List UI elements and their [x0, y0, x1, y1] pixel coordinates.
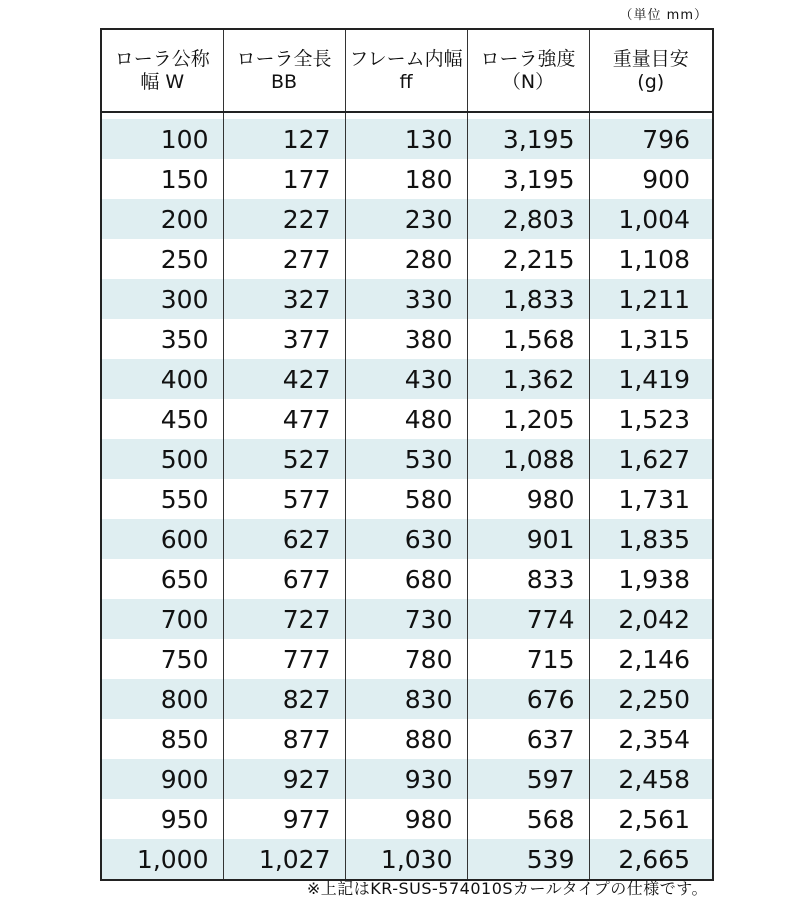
- nominal-width-cell: 500: [101, 439, 223, 479]
- frame-width-cell: 780: [345, 639, 467, 679]
- header-line: ローラ全長: [236, 47, 332, 70]
- spec-table: [100, 28, 714, 881]
- table-row: [101, 319, 713, 359]
- nominal-width-cell: 950: [101, 799, 223, 839]
- nominal-width-cell: 550: [101, 479, 223, 519]
- header-roller-strength: [467, 29, 589, 112]
- frame-width-cell: 980: [345, 799, 467, 839]
- table-row: [101, 199, 713, 239]
- nominal-width-cell: 100: [101, 119, 223, 159]
- weight-cell: 2,354: [589, 719, 713, 759]
- frame-width-cell: 680: [345, 559, 467, 599]
- header-weight: [589, 29, 713, 112]
- roller-length-cell: 227: [223, 199, 345, 239]
- strength-cell: 568: [467, 799, 589, 839]
- header-line: ローラ強度: [480, 47, 576, 70]
- table-row: [101, 439, 713, 479]
- roller-length-cell: 577: [223, 479, 345, 519]
- weight-cell: 2,665: [589, 839, 713, 880]
- header-line: ff: [399, 70, 413, 93]
- header-roller-length: [223, 29, 345, 112]
- nominal-width-cell: 850: [101, 719, 223, 759]
- header-line: ローラ公称: [114, 47, 210, 70]
- table-row: [101, 519, 713, 559]
- strength-cell: 2,215: [467, 239, 589, 279]
- nominal-width-cell: 150: [101, 159, 223, 199]
- strength-cell: 833: [467, 559, 589, 599]
- header-frame-width: [345, 29, 467, 112]
- roller-length-cell: 677: [223, 559, 345, 599]
- strength-cell: 715: [467, 639, 589, 679]
- nominal-width-cell: 650: [101, 559, 223, 599]
- nominal-width-cell: 250: [101, 239, 223, 279]
- roller-length-cell: 627: [223, 519, 345, 559]
- nominal-width-cell: 700: [101, 599, 223, 639]
- frame-width-cell: 880: [345, 719, 467, 759]
- roller-length-cell: 977: [223, 799, 345, 839]
- strength-cell: 637: [467, 719, 589, 759]
- weight-cell: 2,250: [589, 679, 713, 719]
- nominal-width-cell: 400: [101, 359, 223, 399]
- roller-length-cell: 927: [223, 759, 345, 799]
- nominal-width-cell: 600: [101, 519, 223, 559]
- roller-length-cell: 427: [223, 359, 345, 399]
- roller-length-cell: 1,027: [223, 839, 345, 880]
- nominal-width-cell: 450: [101, 399, 223, 439]
- roller-length-cell: 477: [223, 399, 345, 439]
- nominal-width-cell: 800: [101, 679, 223, 719]
- roller-length-cell: 177: [223, 159, 345, 199]
- table-row: [101, 239, 713, 279]
- weight-cell: 1,523: [589, 399, 713, 439]
- table-header: [101, 29, 713, 112]
- roller-length-cell: 777: [223, 639, 345, 679]
- frame-width-cell: 730: [345, 599, 467, 639]
- roller-length-cell: 527: [223, 439, 345, 479]
- frame-width-cell: 330: [345, 279, 467, 319]
- weight-cell: 1,731: [589, 479, 713, 519]
- weight-cell: 1,004: [589, 199, 713, 239]
- header-line: 重量目安: [612, 47, 689, 70]
- frame-width-cell: 480: [345, 399, 467, 439]
- table-row: [101, 599, 713, 639]
- nominal-width-cell: 1,000: [101, 839, 223, 880]
- frame-width-cell: 930: [345, 759, 467, 799]
- header-nominal-width: [101, 29, 223, 112]
- frame-width-cell: 130: [345, 119, 467, 159]
- strength-cell: 2,803: [467, 199, 589, 239]
- frame-width-cell: 180: [345, 159, 467, 199]
- weight-cell: 1,211: [589, 279, 713, 319]
- nominal-width-cell: 900: [101, 759, 223, 799]
- weight-cell: 2,146: [589, 639, 713, 679]
- roller-length-cell: 277: [223, 239, 345, 279]
- weight-cell: 796: [589, 119, 713, 159]
- frame-width-cell: 580: [345, 479, 467, 519]
- strength-cell: 1,833: [467, 279, 589, 319]
- roller-length-cell: 827: [223, 679, 345, 719]
- strength-cell: 1,205: [467, 399, 589, 439]
- spacer-row: [101, 112, 713, 119]
- table-row: [101, 839, 713, 880]
- weight-cell: 2,561: [589, 799, 713, 839]
- roller-length-cell: 327: [223, 279, 345, 319]
- strength-cell: 1,362: [467, 359, 589, 399]
- footnote: ※上記はKR-SUS-574010Sカールタイプの仕様です。: [306, 879, 708, 898]
- table-row: [101, 159, 713, 199]
- table-body: [101, 112, 713, 880]
- table-row: [101, 679, 713, 719]
- strength-cell: 1,088: [467, 439, 589, 479]
- weight-cell: 1,315: [589, 319, 713, 359]
- header-line: BB: [270, 70, 298, 93]
- roller-length-cell: 377: [223, 319, 345, 359]
- header-line: フレーム内幅: [349, 47, 463, 70]
- frame-width-cell: 630: [345, 519, 467, 559]
- nominal-width-cell: 350: [101, 319, 223, 359]
- table-row: [101, 119, 713, 159]
- strength-cell: 676: [467, 679, 589, 719]
- strength-cell: 597: [467, 759, 589, 799]
- frame-width-cell: 430: [345, 359, 467, 399]
- frame-width-cell: 230: [345, 199, 467, 239]
- weight-cell: 900: [589, 159, 713, 199]
- weight-cell: 1,938: [589, 559, 713, 599]
- strength-cell: 774: [467, 599, 589, 639]
- roller-length-cell: 727: [223, 599, 345, 639]
- strength-cell: 539: [467, 839, 589, 880]
- frame-width-cell: 530: [345, 439, 467, 479]
- header-line: 幅 W: [140, 70, 185, 93]
- weight-cell: 1,419: [589, 359, 713, 399]
- spec-table-container: [100, 28, 712, 881]
- table-row: [101, 639, 713, 679]
- weight-cell: 1,108: [589, 239, 713, 279]
- table-row: [101, 719, 713, 759]
- strength-cell: 1,568: [467, 319, 589, 359]
- weight-cell: 2,458: [589, 759, 713, 799]
- table-row: [101, 799, 713, 839]
- unit-note: （単位 mm）: [619, 8, 708, 23]
- table-row: [101, 759, 713, 799]
- frame-width-cell: 280: [345, 239, 467, 279]
- table-row: [101, 559, 713, 599]
- table-row: [101, 279, 713, 319]
- nominal-width-cell: 750: [101, 639, 223, 679]
- strength-cell: 3,195: [467, 119, 589, 159]
- roller-length-cell: 127: [223, 119, 345, 159]
- strength-cell: 3,195: [467, 159, 589, 199]
- header-line: (g): [637, 70, 665, 93]
- roller-length-cell: 877: [223, 719, 345, 759]
- table-row: [101, 399, 713, 439]
- frame-width-cell: 1,030: [345, 839, 467, 880]
- table-row: [101, 359, 713, 399]
- nominal-width-cell: 300: [101, 279, 223, 319]
- header-line: （N）: [501, 70, 555, 93]
- weight-cell: 2,042: [589, 599, 713, 639]
- nominal-width-cell: 200: [101, 199, 223, 239]
- strength-cell: 980: [467, 479, 589, 519]
- weight-cell: 1,627: [589, 439, 713, 479]
- strength-cell: 901: [467, 519, 589, 559]
- table-row: [101, 479, 713, 519]
- weight-cell: 1,835: [589, 519, 713, 559]
- frame-width-cell: 830: [345, 679, 467, 719]
- frame-width-cell: 380: [345, 319, 467, 359]
